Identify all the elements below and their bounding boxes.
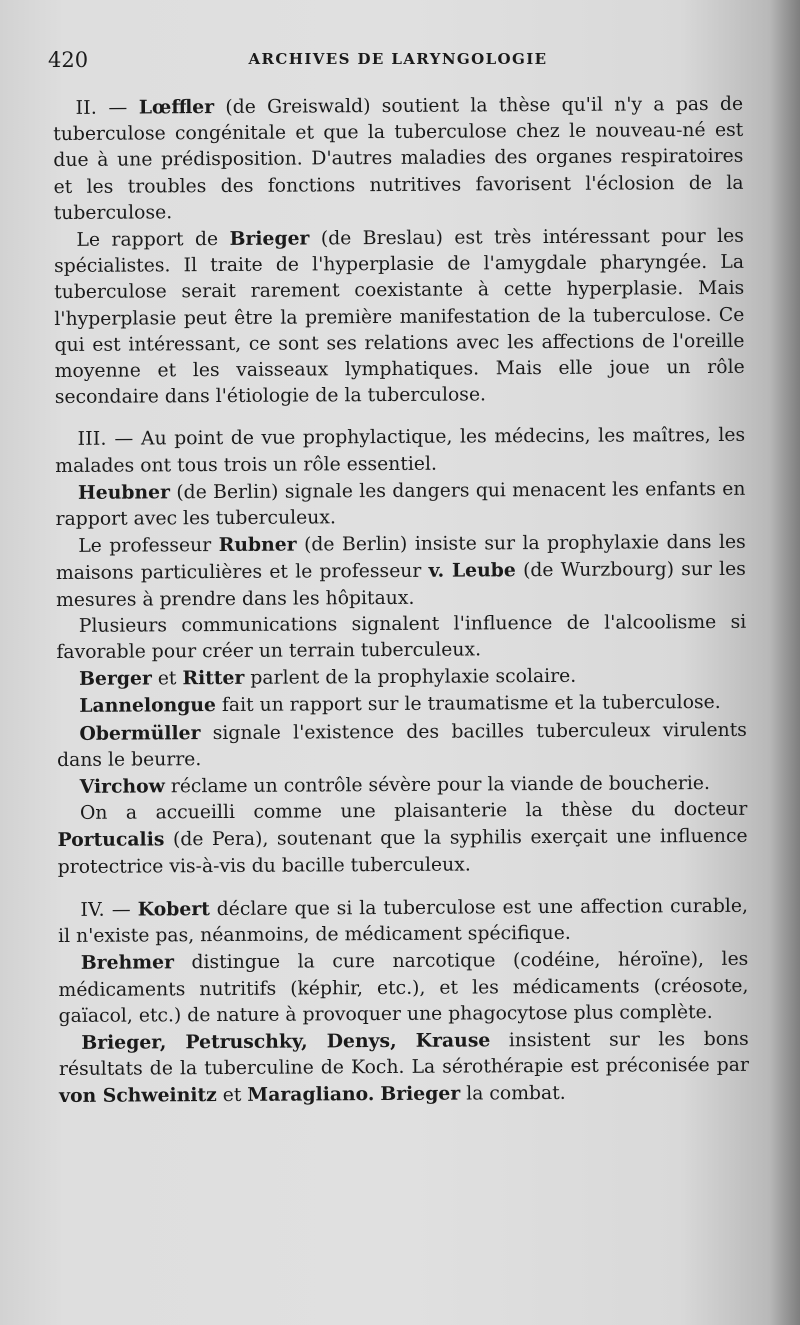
paragraph-berger-ritter <box>56 662 746 693</box>
paragraph-obermuller <box>57 716 747 774</box>
section-number: II. — <box>75 97 128 119</box>
author-name: Ritter <box>182 667 245 690</box>
paragraph-loeffler <box>53 91 744 227</box>
paragraph-text: Le professeur <box>78 535 219 558</box>
paragraph-text: parlent de la prophylaxie scolaire. <box>244 666 577 690</box>
author-name: Berger <box>79 667 152 691</box>
paragraph-text: distingue la cure narcotique (codéine, héroïne), les médicaments nutritifs (képhir, etc.), et les médicaments (créosote, gaïacol, etc.) de nature à provoquer une phagocytose plus complète. <box>58 949 749 1027</box>
paragraph-text: (de Berlin) insiste sur la prophylaxie dans les maisons particulières et le professeur <box>55 532 746 585</box>
paragraph-text: fait un rapport sur le traumatisme et la tuberculose. <box>215 692 721 717</box>
author-name: Virchow <box>79 775 165 798</box>
paragraph-text: signale l'existence des bacilles tuberculeux virulents dans le beurre. <box>57 719 747 771</box>
paragraph-text: et <box>151 668 183 690</box>
author-name: von Schweinitz <box>59 1084 217 1108</box>
page-header <box>48 48 748 78</box>
paragraph-text: On a accueilli comme une plaisanterie la thèse du docteur <box>79 799 748 825</box>
body-text <box>53 91 749 1111</box>
paragraph-rubner <box>56 529 746 614</box>
author-name: Maragliano. <box>247 1083 375 1107</box>
paragraph-text: (de Berlin) signale les dangers qui menacent les enfants en rapport avec les tuberculeux. <box>55 478 746 531</box>
paragraph-brehmer <box>58 946 748 1030</box>
paragraph-text: la combat. <box>460 1083 566 1105</box>
paragraph-prophylaxis <box>55 423 745 480</box>
author-name: Obermüller <box>79 721 201 745</box>
paragraph-text: et <box>216 1085 248 1107</box>
author-name: Kobert <box>137 897 210 921</box>
paragraph-kobert <box>58 893 748 951</box>
paragraph-text: Le rapport de <box>76 228 230 251</box>
paragraph-text: (de Greiswald) soutient la thèse qu'il n'y a pas de tuberculose congénitale et que la tuberculose chez le nouveau-né est due à une prédisposition. D'autres maladies des organes respiratoires et les troubles des fonctions nutritives favorisent l'éclosion de la tuberculose. <box>53 93 744 224</box>
paragraph-text: Plusieurs communications signalent l'influence de l'alcoolisme si favorable pour créer un terrain tuberculeux. <box>56 611 747 664</box>
paragraph-tuberculin <box>59 1026 749 1111</box>
paragraph-text: insistent sur les bons résultats de la tuberculine de Koch. La sérothérapie est préconisée par <box>58 1028 750 1081</box>
author-name: Brehmer <box>80 951 175 975</box>
paragraph-brieger <box>54 223 745 412</box>
author-name: Brieger <box>380 1082 461 1106</box>
paragraph-text: déclare que si la tuberculose est une affection curable, il n'existe pas, néanmoins, de médicament spécifique. <box>58 895 749 948</box>
paragraph-portucalis <box>57 797 747 881</box>
author-name: Brieger, Petruschky, Denys, Krause <box>81 1029 491 1054</box>
paragraph-text: réclame un contrôle sévère pour la viande de boucherie. <box>164 773 711 798</box>
author-name: Portucalis <box>57 828 165 852</box>
page-number: 420 <box>48 48 89 72</box>
author-name: Heubner <box>77 481 171 504</box>
paragraph-text: (de Breslau) est très intéressant pour les spécialistes. Il traite de l'hyperplasie de l'amygdale pharyngée. La tuberculose serait rarement coexistante à cette hyperplasie. Mais l'hyperplasie peut être la première manifestation de la tuberculose. Ce qui est intéressant, ce sont ses relations avec les affections de l'oreille moyenne et les vaisseaux lymphatiques. Mais elle joue un rôle secondaire dans l'étiologie de la tuberculose. <box>53 225 745 409</box>
paragraph-heubner <box>55 476 745 534</box>
author-name: Lannelongue <box>79 694 217 718</box>
paragraph-virchow <box>57 770 747 801</box>
paragraph-lannelongue <box>57 689 747 720</box>
author-name: Lœffler <box>138 96 215 119</box>
paragraph-text: (de Pera), soutenant que la syphilis exerçait une influence protectrice vis-à-vis du bacille tuberculeux. <box>57 826 748 878</box>
author-name: Brieger <box>229 227 310 250</box>
section-number: IV. — <box>80 899 131 921</box>
page-edge-shadow <box>770 0 800 1325</box>
paragraph-text: (de Wurzbourg) sur les mesures à prendre dans les hôpitaux. <box>56 559 746 611</box>
running-head: ARCHIVES DE LARYNGOLOGIE <box>248 50 548 68</box>
paragraph-text: Au point de vue prophylactique, les médecins, les maîtres, les malades ont tous trois un rôle essentiel. <box>55 425 746 477</box>
paragraph-alcoholism <box>56 610 746 667</box>
author-name: Rubner <box>218 533 297 557</box>
section-number: III. — <box>77 428 134 451</box>
author-name: v. Leube <box>428 559 516 583</box>
